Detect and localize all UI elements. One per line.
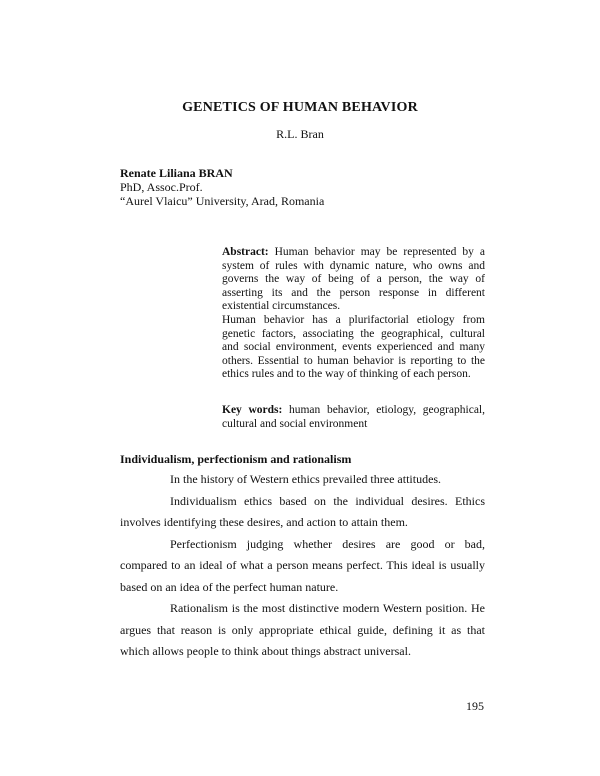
author-block: [120, 166, 324, 208]
section-heading: Individualism, perfectionism and rationalism: [120, 452, 352, 466]
page-number: 195: [466, 699, 484, 713]
abstract-text-1: Human behavior may be represented by a system of rules with dynamic nature, who owns and governs the way of being of a person, the way of asserting its and the person response in different existential circumstances.: [222, 246, 485, 313]
body-paragraph: Individualism ethics based on the individual desires. Ethics involves identifying these desires, and action to attain them.: [120, 493, 485, 529]
short-author: R.L. Bran: [276, 127, 324, 141]
body-paragraph: In the history of Western ethics prevailed three attitudes.: [170, 472, 442, 486]
paper-title: GENETICS OF HUMAN BEHAVIOR: [182, 100, 418, 115]
keywords: [222, 403, 485, 431]
abstract-paragraph-2: Human behavior has a plurifactorial etiology from genetic factors, associating the geographical, cultural and social environment, events experienced and many others. Essential to human behavior is reporting to the ethics rules and to the way of thinking of each person.: [222, 313, 485, 381]
abstract: [222, 246, 485, 382]
author-affiliation: “Aurel Vlaicu” University, Arad, Romania: [120, 194, 325, 208]
abstract-paragraph-1: [222, 246, 485, 314]
section-body: [120, 469, 485, 663]
body-paragraph: Perfectionism judging whether desires are good or bad, compared to an ideal of what a person means perfect. This ideal is usually based on an idea of the perfect human nature.: [120, 536, 485, 594]
author-name: Renate Liliana BRAN: [120, 166, 233, 180]
author-degree: PhD, Assoc.Prof.: [120, 180, 203, 194]
body-paragraph: Rationalism is the most distinctive modern Western position. He argues that reason is only appropriate ethical guide, defining it as that which allows people to think about things abstract universal.: [120, 601, 485, 658]
keywords-label: Key words:: [222, 404, 283, 416]
keywords-text: human behavior, etiology, geographical, cultural and social environment: [222, 404, 485, 430]
abstract-label: Abstract:: [222, 246, 269, 258]
